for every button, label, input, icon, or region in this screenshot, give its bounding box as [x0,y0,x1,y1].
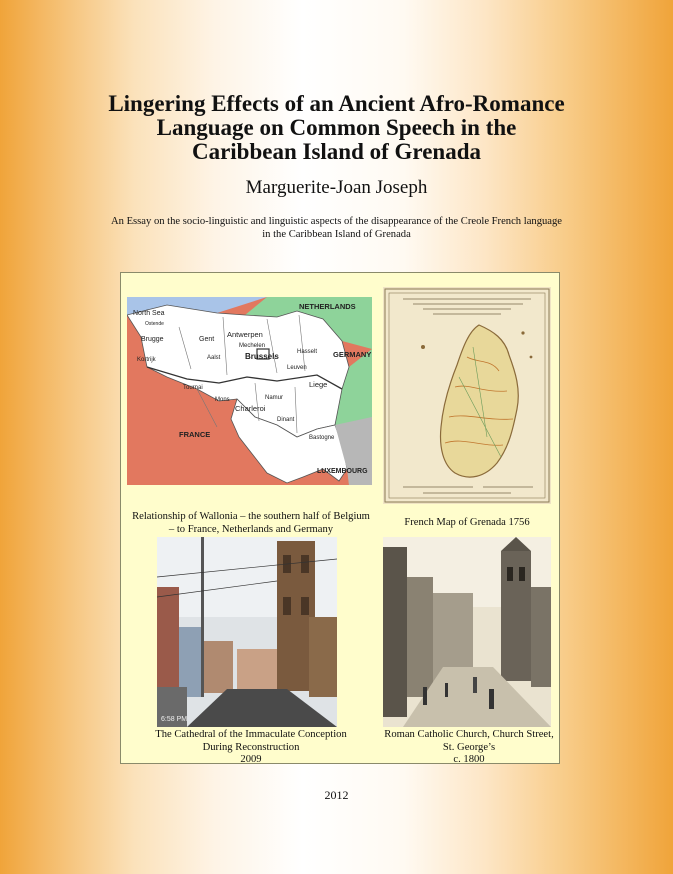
region-label: GERMANY [333,350,372,359]
subtitle [110,215,563,241]
caption-line: Relationship of Wallonia – the southern half of Belgium [132,511,370,522]
grenada-map [383,287,551,504]
city-label: Ostende [145,321,164,327]
title-line: Caribbean Island of Grenada [191,139,482,164]
grenada-map-caption [383,517,551,530]
cathedral-photo [157,537,337,727]
book-title [0,92,673,164]
caption-line: c. 1800 [453,754,485,765]
subtitle-line: An Essay on the socio-linguistic and linguistic aspects of the disappearance of the Creole French [110,216,522,227]
caption-line: French Map of Grenada 1756 [404,517,530,528]
photo-timestamp: 6:58 PM [161,716,188,723]
caption-line: During Reconstruction [202,741,300,753]
caption-line: Roman Catholic Church, Church Street, [384,729,554,740]
city-label: Liege [309,380,328,389]
city-label: Gent [199,336,215,343]
image-plate [120,272,560,764]
church-caption [379,729,559,767]
city-label: Brugge [141,336,164,343]
city-label: Tournai [183,385,203,391]
title-line: Lingering Effects of an Ancient Afro-Romance [108,91,565,116]
city-label: Mons [215,397,230,403]
subtitle-line: language in the Caribbean Island of Grenada [262,216,562,240]
region-label: NETHERLANDS [299,302,356,311]
title-line: Language on Common Speech in the [156,115,517,140]
caption-line: St. George’s [442,741,496,753]
city-label: Aalst [207,355,221,361]
city-label: Charleroi [235,404,266,413]
city-label: Antwerpen [227,330,263,339]
belgium-map [127,297,372,485]
city-label: Hasselt [297,349,318,355]
region-label: FRANCE [179,430,211,439]
city-label: Dinant [277,417,295,423]
city-label: Bastogne [309,435,335,441]
cathedral-caption [121,729,381,767]
city-label: Namur [265,395,284,401]
city-label: Brussels [245,352,279,361]
church-photo [383,537,551,727]
belgium-caption [121,511,381,536]
caption-line: – to France, Netherlands and Germany [168,523,334,535]
city-label: Mechelen [239,343,266,349]
region-label: LUXEMBOURG [317,468,368,475]
city-label: Leuven [287,365,307,371]
city-label: Kortrijk [137,357,156,363]
region-label: North Sea [133,310,165,317]
author-name: Marguerite-Joan Joseph [245,177,428,198]
publication-year: 2012 [324,788,349,802]
caption-line: 2009 [240,754,262,765]
caption-line: The Cathedral of the Immaculate Conception [155,729,347,740]
